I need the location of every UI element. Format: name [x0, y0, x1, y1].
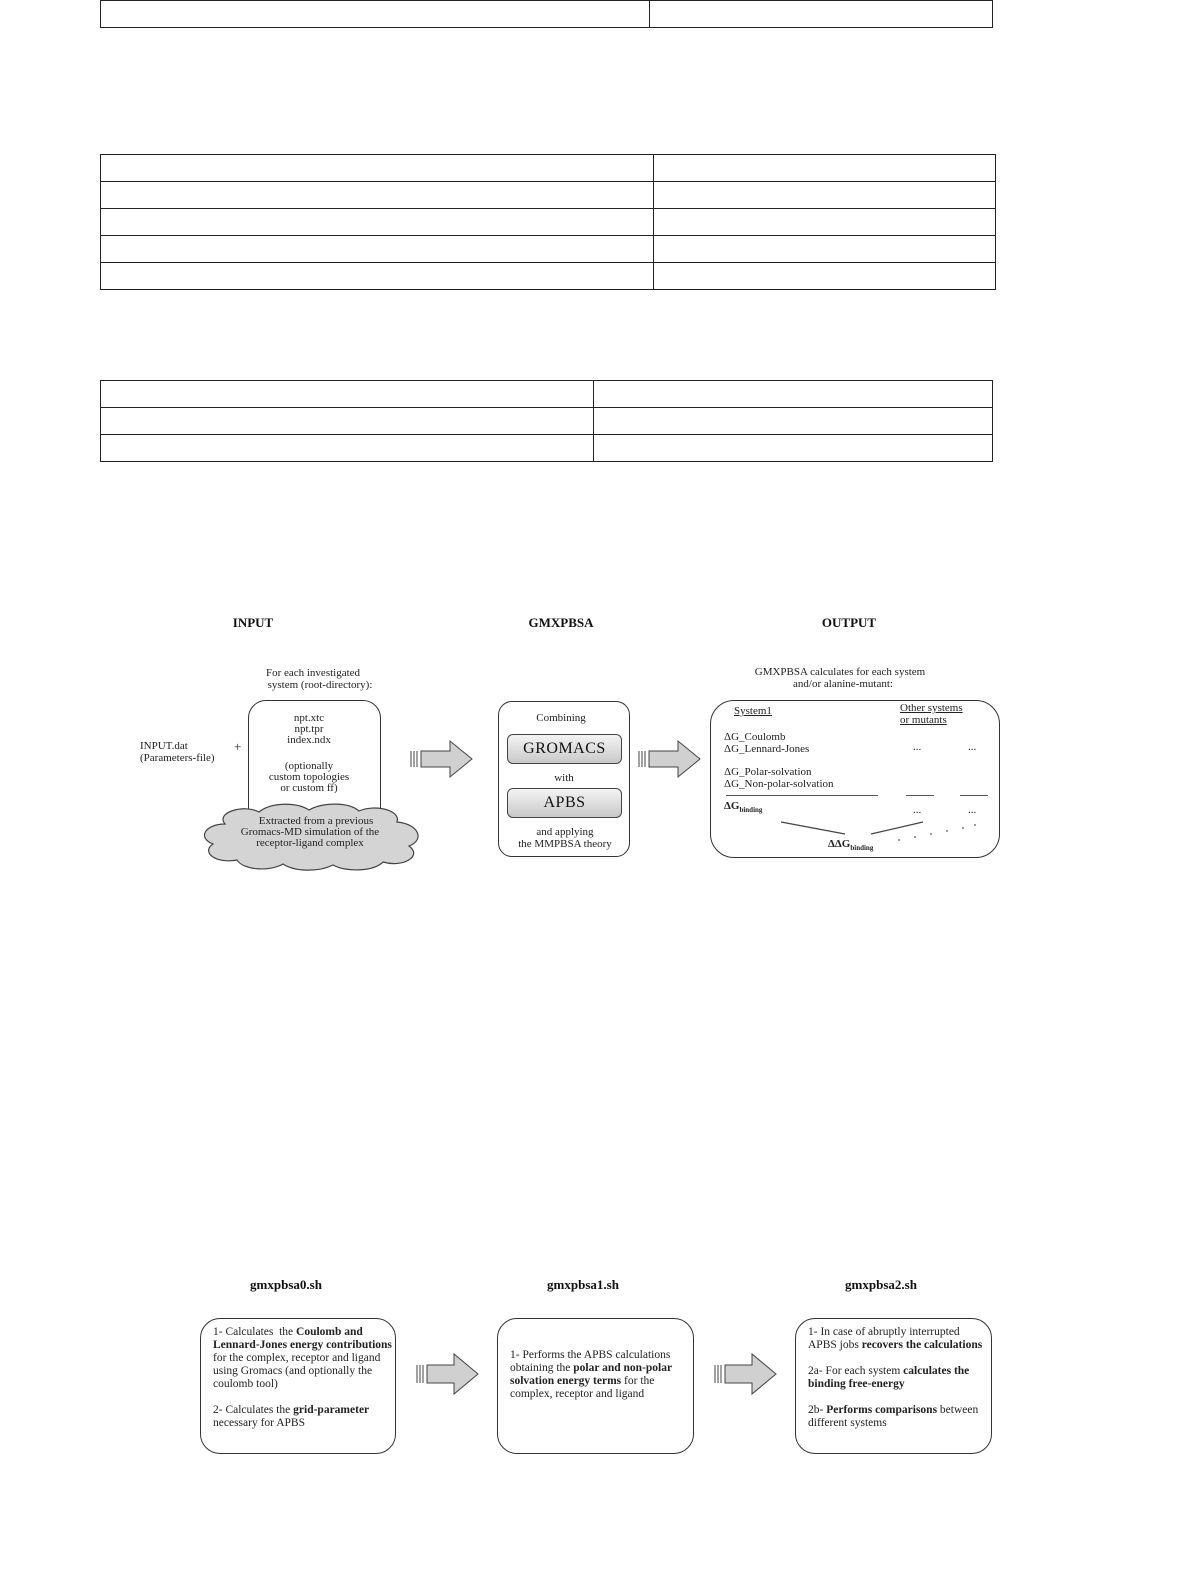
- dg-lj: ΔG_Lennard-Jones: [724, 743, 810, 755]
- output-intro-line2: and/or alanine-mutant:: [793, 678, 893, 690]
- arrow-right-icon: [410, 739, 474, 779]
- table-row: [101, 155, 996, 182]
- params-file-line2: (Parameters-file): [140, 752, 215, 764]
- file-tpr: npt.tpr: [294, 723, 324, 735]
- applying-line2: the MMPBSA theory: [518, 838, 612, 850]
- table-row: [101, 236, 996, 263]
- input-header: INPUT: [232, 615, 274, 630]
- gmxpbsa-header: GMXPBSA: [528, 615, 594, 630]
- sum-line: [960, 795, 988, 796]
- table-row: [101, 408, 993, 435]
- dg-symbol: ΔG: [724, 800, 740, 812]
- arrow-right-icon: [416, 1352, 480, 1396]
- script2-text: 1- In case of abruptly interrupted APBS jobs recovers the calculations 2a- For each system calculates the binding free-energy 2b- Performs comparisons between different systems: [808, 1326, 983, 1429]
- output-intro-line1: GMXPBSA calculates for each system: [754, 666, 926, 678]
- table-row: [101, 182, 996, 209]
- combining-label: Combining: [536, 712, 586, 724]
- params-file-line1: INPUT.dat: [140, 740, 188, 752]
- with-label: with: [554, 772, 574, 784]
- file-ndx: index.ndx: [287, 734, 331, 746]
- others-line2: or mutants: [900, 714, 947, 726]
- table-row: [101, 263, 996, 290]
- optional-line1: (optionally: [284, 760, 334, 772]
- table-row: [101, 209, 996, 236]
- applying-line1: and applying: [536, 826, 594, 838]
- dg-polar: ΔG_Polar-solvation: [724, 766, 812, 778]
- sum-line: [726, 795, 878, 796]
- ellipsis: ...: [913, 804, 922, 816]
- script0-header: gmxpbsa0.sh: [250, 1277, 322, 1292]
- table-row: [101, 381, 993, 408]
- plus-sign: +: [234, 739, 242, 754]
- dg-subscript: binding: [739, 806, 763, 814]
- cloud-line3: receptor-ligand complex: [256, 837, 364, 849]
- ddg-subscript: binding: [850, 844, 874, 852]
- table-1: [100, 0, 993, 28]
- script1-header: gmxpbsa1.sh: [547, 1277, 619, 1292]
- ellipsis: ...: [913, 741, 922, 753]
- ellipsis: ...: [968, 741, 977, 753]
- output-header: OUTPUT: [821, 615, 877, 630]
- input-intro-line2: system (root-directory):: [267, 679, 373, 691]
- cloud-line1: Extracted from a previous: [258, 815, 374, 827]
- script1-text: 1- Performs the APBS calculations obtaining the polar and non-polar solvation energy terms for the complex, receptor and ligand: [510, 1349, 672, 1400]
- arrow-right-icon: [714, 1352, 778, 1396]
- file-xtc: npt.xtc: [293, 712, 325, 724]
- optional-line2: custom topologies: [268, 771, 350, 783]
- cloud-line2: Gromacs-MD simulation of the: [240, 826, 380, 838]
- apbs-pill: APBS: [507, 788, 622, 818]
- table-row: [101, 435, 993, 462]
- sum-line: [906, 795, 934, 796]
- ddg-symbol: ΔΔG: [828, 838, 851, 850]
- table-row: [101, 1, 993, 28]
- dg-nonpolar: ΔG_Non-polar-solvation: [724, 778, 834, 790]
- input-intro-line1: For each investigated: [265, 667, 361, 679]
- script2-header: gmxpbsa2.sh: [845, 1277, 917, 1292]
- gromacs-pill: GROMACS: [507, 734, 622, 764]
- table-3: [100, 380, 993, 462]
- script0-text: 1- Calculates the Coulomb and Lennard-Jones energy contributions for the complex, receptor and ligand using Gromacs (and optionally the coulomb tool) 2- Calculates the grid-parameter necessary for APBS: [213, 1326, 392, 1429]
- ddg-binding: [828, 838, 873, 854]
- dg-coulomb: ΔG_Coulomb: [724, 731, 786, 743]
- system1-label: System1: [734, 705, 772, 717]
- ellipsis: ...: [968, 804, 977, 816]
- ddg-connector-lines: [775, 818, 995, 848]
- others-line1: Other systems: [900, 702, 963, 714]
- table-2: [100, 154, 996, 290]
- optional-line3: or custom ff): [280, 782, 338, 794]
- dg-binding: [724, 800, 762, 816]
- arrow-right-icon: [638, 739, 702, 779]
